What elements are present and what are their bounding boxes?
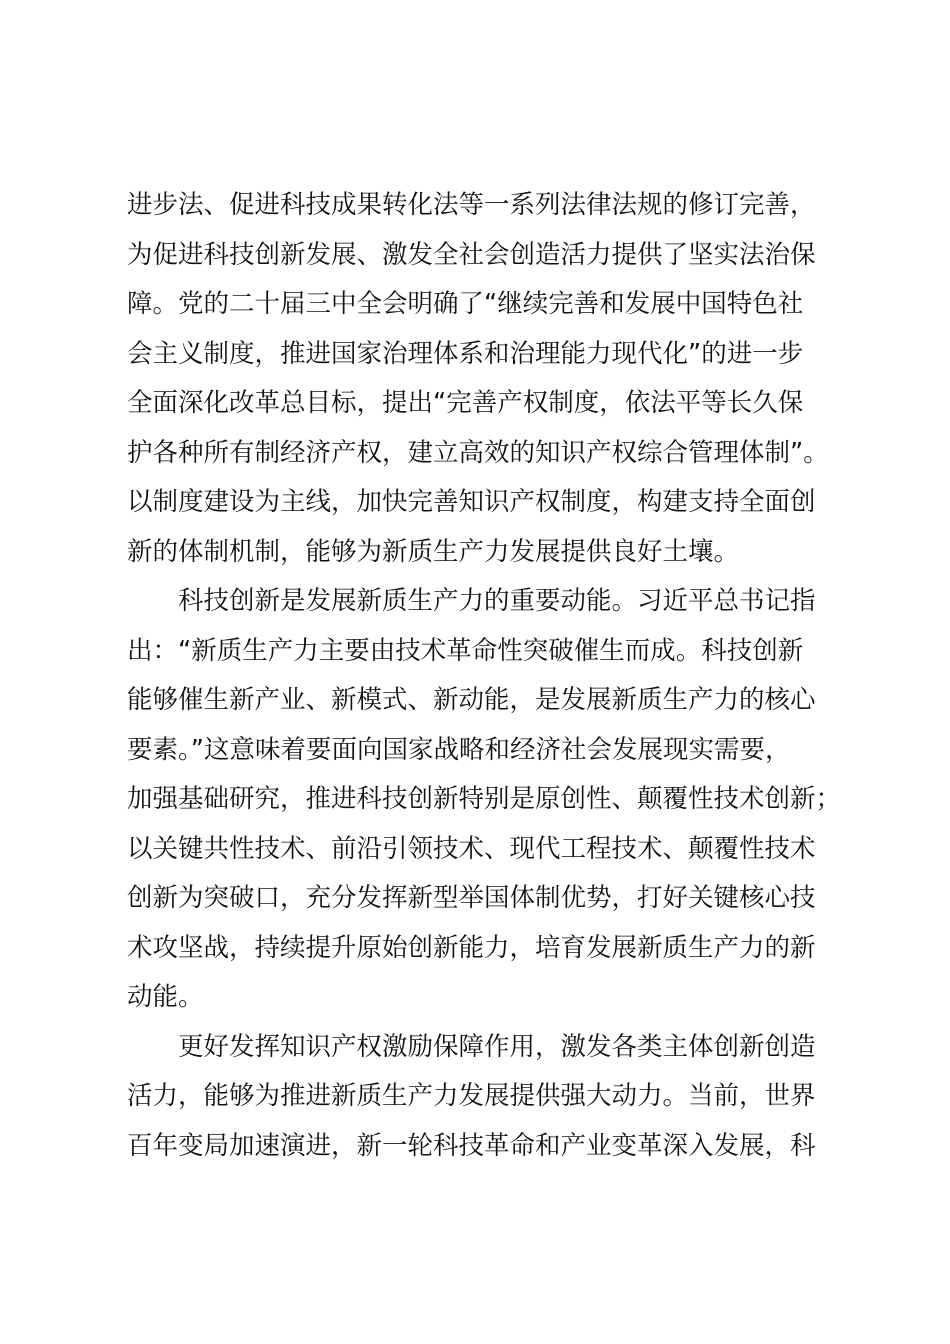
text-line: 会主义制度，推进国家治理体系和治理能力现代化”的进一步 xyxy=(127,338,804,369)
text-line: 创新为突破口，充分发挥新型举国体制优势，打好关键核心技 xyxy=(127,883,816,913)
text-line: 新的体制机制，能够为新质生产力发展提供良好土壤。 xyxy=(127,536,740,567)
text-line: 以制度建设为主线，加快完善知识产权制度，构建支持全面创 xyxy=(127,487,816,517)
text-line: 加强基础研究，推进科技创新特别是原创性、颠覆性技术创新； xyxy=(127,784,842,814)
text-line: 以关键共性技术、前沿引领技术、现代工程技术、颠覆性技术 xyxy=(127,833,816,864)
text-line: 要素。”这意味着要面向国家战略和经济社会发展现实需要， xyxy=(127,734,791,765)
text-line: 全面深化改革总目标，提出“完善产权制度，依法平等长久保 xyxy=(127,388,804,418)
text-line: 出：“新质生产力主要由技术革命性突破催生而成。科技创新 xyxy=(127,635,804,666)
text-line: 能够催生新产业、新模式、新动能，是发展新质生产力的核心 xyxy=(127,685,816,715)
text-line: 障。党的二十届三中全会明确了“继续完善和发展中国特色社 xyxy=(127,289,804,319)
text-line: 百年变局加速演进，新一轮科技革命和产业变革深入发展，科 xyxy=(127,1130,816,1161)
text-line: 活力，能够为推进新质生产力发展提供强大动力。当前，世界 xyxy=(127,1081,816,1111)
text-line: 进步法、促进科技成果转化法等一系列法律法规的修订完善， xyxy=(127,190,816,220)
body-text xyxy=(127,181,862,1171)
paragraph-start-line: 科技创新是发展新质生产力的重要动能。习近平总书记指 xyxy=(178,586,816,616)
text-line: 护各种所有制经济产权，建立高效的知识产权综合管理体制”。 xyxy=(127,437,829,468)
text-line: 为促进科技创新发展、激发全社会创造活力提供了坚实法治保 xyxy=(127,239,816,270)
text-line: 术攻坚战，持续提升原始创新能力，培育发展新质生产力的新 xyxy=(127,932,816,963)
text-line: 动能。 xyxy=(127,982,204,1012)
paragraph-start-line: 更好发挥知识产权激励保障作用，激发各类主体创新创造 xyxy=(178,1031,816,1062)
